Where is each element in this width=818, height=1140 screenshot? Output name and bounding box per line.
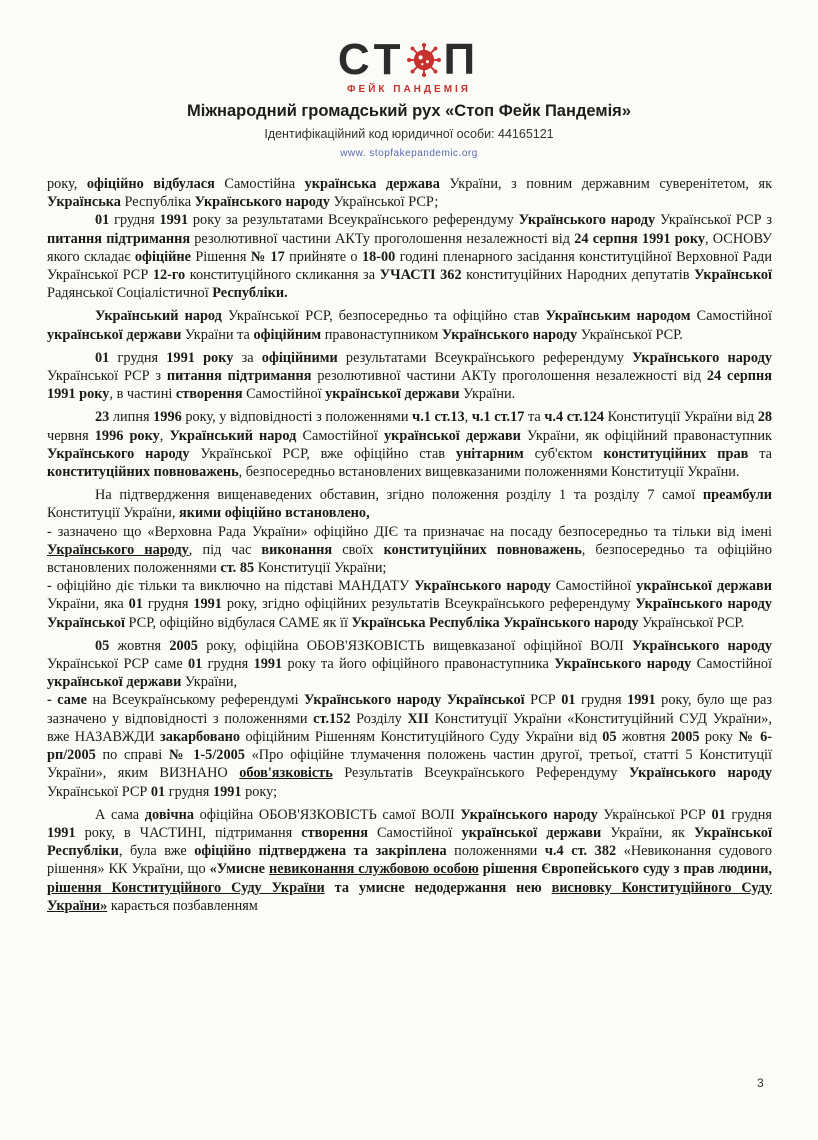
text-run: Української РСР, вже офіційно став: [189, 445, 456, 462]
text-run: України, як офіційний правонаступник: [520, 427, 772, 444]
emphasized-text: 1996 року: [94, 427, 160, 444]
emphasized-text: Українського народу Української: [47, 596, 772, 631]
text-run: , безпосередньо та офіційно встановлених положеннями: [47, 541, 772, 577]
text-run: правонаступником: [321, 326, 442, 343]
text-run: РСР, офіційно відбулася САМЕ як її: [124, 614, 352, 631]
text-run: карається позбавленням: [107, 897, 258, 914]
emphasized-text: української держави: [325, 386, 460, 403]
emphasized-text: української держави: [47, 674, 182, 691]
paragraph: [47, 211, 772, 302]
text-run: та: [524, 409, 545, 426]
emphasized-text: Українським народом: [545, 308, 691, 325]
emphasized-text: української держави: [461, 824, 602, 841]
stop-logo: [0, 35, 818, 84]
emphasized-text: 01: [561, 692, 576, 709]
emphasized-text: 01: [128, 596, 143, 613]
emphasized-text: української держави: [636, 578, 772, 595]
page-number: 3: [757, 1076, 764, 1090]
text-run: Республіка: [120, 194, 195, 211]
emphasized-text: ч.1 ст.13: [412, 409, 465, 426]
text-run: годині пленарного засідання конституційної Верховної Ради Української РСР: [47, 248, 772, 284]
text-run: року, було ще раз зазначено у відповідності з положеннями: [47, 692, 772, 727]
text-run: ,: [464, 409, 472, 426]
emphasized-text: Республіки.: [212, 285, 288, 302]
paragraph: [47, 523, 772, 578]
text-run: суб'єктом: [523, 445, 604, 462]
emphasized-text: української держави: [384, 427, 521, 444]
emphasized-text: 01: [711, 806, 726, 823]
paragraph: [47, 486, 772, 522]
emphasized-text: XII: [407, 710, 429, 727]
text-run: резолютивної частини АКТу проголошення незалежності від: [311, 368, 707, 385]
text-run: , під час: [188, 541, 262, 558]
emphasized-text: «Умисне: [209, 861, 269, 878]
text-run: Самостійної: [242, 386, 326, 403]
text-run: жовтня: [109, 637, 170, 654]
text-run: Конституції України,: [47, 505, 179, 522]
text-run: грудня: [109, 349, 167, 366]
emphasized-text: ч.4 ст.124: [544, 409, 605, 426]
text-run: року, в ЧАСТИНІ, підтримання: [75, 824, 302, 841]
paragraph: [47, 577, 772, 632]
emphasized-text: української держави: [47, 326, 182, 343]
emphasized-text: питання підтримання: [166, 368, 312, 385]
text-run: своїх: [332, 541, 384, 558]
emphasized-text: 1991: [193, 596, 222, 613]
text-run: року, офіційна ОБОВ'ЯЗКОВІСТЬ вищевказаної офіційної ВОЛІ: [197, 637, 632, 654]
text-run: , була вже: [118, 843, 195, 860]
text-run: України, як: [601, 824, 695, 841]
text-run: за: [233, 349, 262, 366]
text-run: Української РСР.: [577, 326, 683, 343]
emphasized-text: - саме: [47, 692, 87, 709]
text-run: офіційна ОБОВ'ЯЗКОВІСТЬ самої ВОЛІ: [193, 806, 461, 823]
text-run: Конституції України;: [254, 560, 387, 577]
text-run: А сама: [95, 806, 145, 823]
emphasized-text: невиконання службовою особою: [268, 861, 479, 878]
emphasized-text: 01: [95, 349, 110, 366]
emphasized-text: Український народ: [169, 427, 297, 444]
emphasized-text: офіційно підтверджена та закріплена: [194, 843, 447, 860]
text-run: Самостійної: [691, 656, 773, 673]
emphasized-text: питання підтримання: [47, 230, 191, 247]
text-run: України.: [459, 386, 516, 403]
emphasized-text: Український народ: [95, 308, 222, 325]
emphasized-text: ст. 85: [220, 560, 255, 577]
text-run: Самостійної: [296, 427, 384, 444]
emphasized-text: 1991: [47, 824, 76, 841]
emphasized-text: № 6-рп/2005: [47, 728, 772, 764]
text-run: України та: [181, 326, 254, 343]
emphasized-text: 01: [188, 656, 203, 673]
text-run: Самостійної: [550, 578, 637, 595]
text-run: грудня: [202, 656, 254, 673]
emphasized-text: Української: [694, 267, 772, 284]
emphasized-text: 01: [95, 212, 110, 229]
emphasized-text: висновку Конституційного Суду України»: [47, 879, 772, 914]
text-run: року за результатами Всеукраїнського референдуму: [188, 212, 519, 229]
emphasized-text: українська держава: [304, 176, 440, 192]
emphasized-text: 05: [95, 637, 110, 654]
emphasized-text: Українського народу: [632, 349, 772, 366]
text-run: на Всеукраїнському референдумі: [87, 692, 305, 709]
emphasized-text: конституційних повноважень: [383, 541, 582, 558]
emphasized-text: Українського народу: [628, 765, 772, 782]
emphasized-text: закарбовано: [160, 728, 241, 745]
logo-text-left: СТ: [337, 35, 406, 84]
text-run: Самостійної: [690, 308, 772, 325]
text-run: року та його офіційного правонаступника: [282, 656, 555, 673]
text-run: офіційним Рішенням Конституційного Суду України від: [240, 728, 603, 745]
emphasized-text: № 17: [250, 248, 285, 265]
paragraph: [47, 175, 772, 211]
virus-icon: [407, 43, 441, 77]
text-run: Української РСР з: [655, 212, 772, 229]
emphasized-text: Української Республіки: [47, 824, 772, 860]
emphasized-text: 1991: [627, 692, 656, 709]
text-run: року: [699, 728, 739, 745]
text-run: , ОСНОВУ якого складає: [47, 230, 772, 265]
text-run: грудня: [109, 212, 160, 229]
emphasized-text: конституційних прав: [603, 445, 749, 462]
text-run: року, згідно офіційних результатів Всеукраїнського референдуму: [221, 596, 636, 613]
text-run: Української РСР саме: [47, 656, 189, 673]
organization-code: Ідентифікаційний код юридичної особи: 44165121: [264, 127, 554, 141]
emphasized-text: Українського народу: [194, 194, 330, 211]
emphasized-text: ст.152: [313, 710, 351, 727]
text-run: Радянської Соціалістичної: [47, 285, 213, 302]
emphasized-text: ч.4 ст. 382: [544, 843, 617, 860]
text-run: року,: [47, 176, 87, 192]
text-run: , в частині: [109, 386, 176, 403]
text-run: Самостійної: [367, 824, 462, 841]
text-run: конституційного скликання за: [185, 267, 380, 284]
emphasized-text: 12-го: [152, 267, 186, 284]
text-run: РСР: [524, 692, 562, 709]
emphasized-text: № 1-5/2005: [169, 747, 245, 764]
emphasized-text: довічна: [144, 806, 194, 823]
text-run: грудня: [142, 596, 194, 613]
text-run: Української РСР з: [47, 368, 167, 385]
text-run: грудня: [725, 806, 772, 823]
emphasized-text: Українського народу: [518, 212, 656, 229]
text-run: Української РСР: [597, 806, 712, 823]
organization-name: Міжнародний громадський рух «Стоп Фейк Пандемія»: [187, 102, 631, 120]
emphasized-text: офіційними: [261, 349, 338, 366]
emphasized-text: 2005: [670, 728, 700, 745]
text-run: Результатів Всеукраїнського Референдуму: [332, 765, 629, 782]
text-run: резолютивної частини АКТу проголошення незалежності від: [190, 230, 575, 247]
emphasized-text: та умисне недодержання нею: [324, 879, 552, 896]
text-run: та: [748, 445, 772, 462]
emphasized-text: 1996: [153, 409, 182, 426]
text-run: Української РСР.: [638, 614, 745, 631]
emphasized-text: рішення Європейського суду з прав людини,: [478, 861, 772, 878]
text-run: жовтня: [616, 728, 671, 745]
emphasized-text: 2005: [169, 637, 198, 654]
emphasized-text: створення: [175, 386, 243, 403]
emphasized-text: 24 серпня 1991 року: [47, 368, 772, 403]
emphasized-text: рішення Конституційного Суду України: [47, 879, 325, 896]
text-run: Української РСР: [47, 783, 151, 800]
text-run: Самостійна: [214, 176, 305, 192]
emphasized-text: 1991: [253, 656, 283, 673]
emphasized-text: 05: [602, 728, 617, 745]
emphasized-text: унітарним: [455, 445, 524, 462]
text-run: результатами Всеукраїнського референдуму: [337, 349, 633, 366]
text-run: прийняте о: [284, 248, 362, 265]
text-run: положеннями: [446, 843, 545, 860]
text-run: «Невиконання судового рішення» КК України, що: [47, 843, 772, 878]
text-run: липня: [109, 409, 154, 426]
emphasized-text: офіційне: [134, 248, 191, 265]
emphasized-text: 28: [757, 409, 772, 426]
text-run: Рішення: [190, 248, 251, 265]
emphasized-text: якими офіційно встановлено,: [178, 505, 370, 522]
emphasized-text: обов'язковість: [239, 765, 333, 782]
text-run: Розділу: [350, 710, 408, 727]
text-run: року;: [241, 783, 278, 800]
text-run: по справі: [95, 747, 169, 764]
emphasized-text: Українська Республіка Українського народу: [351, 614, 639, 631]
emphasized-text: Українська: [47, 194, 121, 211]
emphasized-text: УЧАСТІ 362: [379, 267, 462, 284]
text-run: року, у відповідності з положеннями: [181, 409, 413, 426]
text-run: червня: [47, 427, 95, 444]
text-run: [195, 350, 203, 366]
text-run: грудня: [575, 692, 628, 709]
text-run: Конституції України «Конституційний СУД України», вже НАЗАВЖДИ: [47, 710, 772, 745]
emphasized-text: ч.1 ст.17: [471, 409, 525, 426]
text-run: , безпосередньо встановлених вищевказаними положеннями Конституції України.: [238, 464, 740, 481]
emphasized-text: створення: [301, 824, 368, 841]
emphasized-text: Українського народу: [554, 656, 692, 673]
emphasized-text: 1991: [166, 349, 195, 366]
paragraph: [47, 307, 772, 343]
document-body: [47, 175, 772, 915]
organization-website[interactable]: www. stopfakepandemic.org: [340, 148, 478, 159]
text-run: Української РСР;: [329, 194, 439, 211]
logo-text-right: П: [443, 35, 481, 84]
emphasized-text: 01: [150, 783, 166, 800]
text-run: - зазначено що «Верховна Рада України» офіційно ДІЄ та призначає на посаду безпосередньо та тільки від імені: [47, 523, 772, 540]
emphasized-text: преамбули: [702, 487, 772, 504]
emphasized-text: року: [203, 349, 234, 366]
text-run: України, яка: [47, 596, 129, 613]
text-run: - офіційно діє тільки та виключно на підставі МАНДАТУ: [47, 578, 415, 595]
emphasized-text: 18-00: [361, 248, 396, 265]
text-run: України,: [181, 674, 238, 691]
emphasized-text: Українського народу: [441, 326, 578, 343]
paragraph: [47, 408, 772, 481]
emphasized-text: офіційним: [253, 326, 322, 343]
paragraph: [47, 349, 772, 404]
emphasized-text: Українського народу: [460, 806, 598, 823]
emphasized-text: 23: [95, 409, 110, 426]
text-run: Конституції України від: [604, 409, 758, 426]
emphasized-text: офіційно відбулася: [86, 176, 215, 192]
emphasized-text: 1991: [159, 212, 189, 229]
emphasized-text: Українського народу: [47, 541, 189, 558]
emphasized-text: Українського народу: [414, 578, 551, 595]
emphasized-text: виконання: [261, 541, 333, 558]
text-run: Української РСР, безпосередньо та офіційно став: [221, 308, 546, 325]
text-run: ,: [159, 427, 170, 444]
text-run: На підтвердження вищенаведених обставин, згідно положення розділу 1 та розділу 7 самої: [95, 487, 703, 504]
emphasized-text: Українського народу: [47, 445, 190, 462]
text-run: грудня: [165, 783, 213, 800]
text-run: «Про офіційне тлумачення положень частин другої, третьої, статті 5 Конституції України», яким ВИЗНАНО: [47, 747, 772, 782]
emphasized-text: конституційних повноважень: [47, 464, 239, 481]
text-run: конституційних Народних депутатів: [461, 267, 695, 284]
logo-subtitle: ФЕЙК ПАНДЕМІЯ: [347, 84, 471, 95]
paragraph: [47, 691, 772, 800]
emphasized-text: 1991: [212, 783, 242, 800]
emphasized-text: 24 серпня 1991 року: [574, 230, 706, 247]
paragraph: [47, 637, 772, 692]
paragraph: [47, 806, 772, 915]
text-run: України, з повним державним суверенітетом, як: [439, 176, 773, 192]
emphasized-text: Українського народу: [632, 637, 772, 654]
emphasized-text: Українського народу Української: [304, 692, 525, 709]
